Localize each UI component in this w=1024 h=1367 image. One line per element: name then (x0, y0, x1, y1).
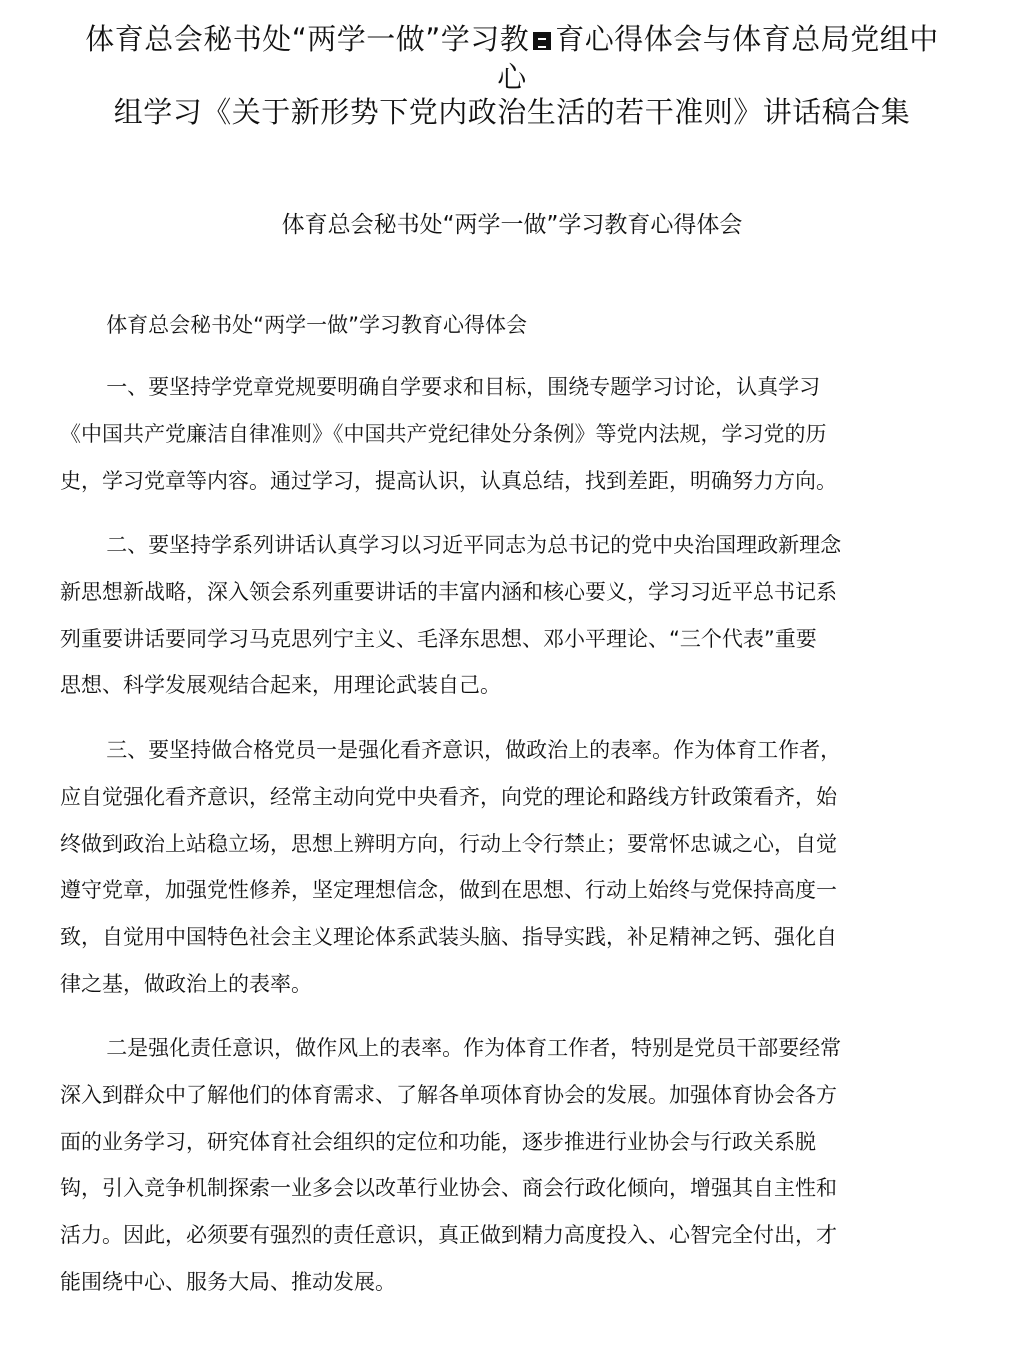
title-line1-part2: 育心得体会与体育总局党组中 (555, 22, 939, 56)
paragraph-line: 深入到群众中了解他们的体育需求、了解各单项体育协会的发展。加强体育协会各方 (60, 1082, 837, 1107)
paragraph-line: 列重要讲话要同学习马克思列宁主义、毛泽东思想、邓小平理论、“三个代表”重要 (60, 626, 817, 651)
title-line1-part1: 体育总会秘书处“两学一做”学习教 (85, 22, 530, 56)
document-title (40, 20, 984, 96)
paragraph-line: 《中国共产党廉洁自律准则》《中国共产党纪律处分条例》等党内法规，学习党的历 (60, 421, 827, 446)
paragraph-line: 三、要坚持做合格党员一是强化看齐意识，做政治上的表率。作为体育工作者， (106, 738, 842, 762)
paragraph-line: 应自觉强化看齐意识，经常主动向党中央看齐，向党的理论和路线方针政策看齐，始 (60, 784, 837, 809)
paragraph-3 (60, 727, 930, 1008)
paragraph-line: 钩，引入竞争机制探索一业多会以改革行业协会、商会行政化倾向，增强其自主性和 (60, 1176, 837, 1201)
section-title: 体育总会秘书处“两学一做”学习教育心得体会 (281, 212, 743, 238)
section-subtitle: 体育总会秘书处“两学一做”学习教育心得体会 (106, 313, 527, 337)
paragraph-line: 遵守党章，加强党性修养，坚定理想信念，做到在思想、行动上始终与党保持高度一 (60, 878, 837, 903)
paragraph-line: 思想、科学发展观结合起来，用理论武装自己。 (60, 673, 501, 698)
paragraph-4 (60, 1025, 930, 1306)
document-title-line-2: 组学习《关于新形势下党内政治生活的若干准则》讲话稿合集 (113, 95, 911, 129)
paragraph-line: 二是强化责任意识，做作风上的表率。作为体育工作者，特别是党员干部要经常 (106, 1036, 842, 1060)
paragraph-line: 活力。因此，必须要有强烈的责任意识，真正做到精力高度投入、心智完全付出，才 (60, 1223, 837, 1248)
document-title-line-1 (40, 20, 984, 58)
paragraph-line: 致，自觉用中国特色社会主义理论体系武装头脑、指导实践，补足精神之钙、强化自 (60, 925, 837, 950)
redaction-marker-icon (533, 32, 551, 50)
paragraph-line: 终做到政治上站稳立场，思想上辨明方向，行动上令行禁止；要常怀忠诚之心，自觉 (60, 831, 837, 856)
document-title-line-1-tail: 心 (497, 60, 527, 94)
paragraph-line: 史，学习党章等内容。通过学习，提高认识，认真总结，找到差距，明确努力方向。 (60, 468, 837, 493)
paragraph-line: 新思想新战略，深入领会系列重要讲话的丰富内涵和核心要义，学习习近平总书记系 (60, 579, 837, 604)
paragraph-2 (60, 522, 930, 709)
paragraph-line: 能围绕中心、服务大局、推动发展。 (60, 1269, 396, 1294)
paragraph-line: 律之基，做政治上的表率。 (60, 971, 312, 996)
paragraph-line: 一、要坚持学党章党规要明确自学要求和目标，围绕专题学习讨论，认真学习 (106, 375, 821, 399)
paragraph-line: 面的业务学习，研究体育社会组织的定位和功能，逐步推进行业协会与行政关系脱 (60, 1129, 816, 1154)
paragraph-line: 二、要坚持学系列讲话认真学习以习近平同志为总书记的党中央治国理政新理念 (106, 533, 842, 557)
paragraph-1 (60, 364, 930, 504)
